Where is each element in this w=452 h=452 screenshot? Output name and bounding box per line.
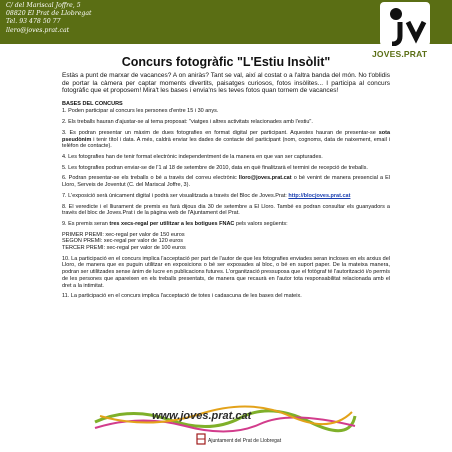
intro-paragraph: Estàs a punt de marxar de vacances? A on aniràs? Tant se val, així al costat o a l'altra banda del món. No t'oblidis de portar la càmera per captar moments divertits, paisatges curiosos, fotos insòlites... I participa al concurs fotogràfic que et proposem! Mira't les bases i envia'ns les teves fotos quan tornem de vacances! [62,72,390,95]
logo-text: JOVES.PRAT [372,49,428,59]
rule-4: 4. Les fotografies han de tenir format electrònic independentment de la manera en que van ser capturades. [62,154,323,160]
footer-website[interactable]: www.joves.prat.cat [152,410,252,422]
rule-6 [62,175,390,188]
prize-item: TERCER PREMI: xec-regal per valor de 100 euros [62,245,186,252]
rule-9 [62,221,390,228]
address-line: C/ del Mariscal Joffre, 5 [6,2,81,9]
bloc-joves-link[interactable]: http://blocjoves.prat.cat [288,192,351,199]
rule-8: 8. El veredicte i el lliurament de premis es farà dijous dia 30 de setembre a El Lloro. També es podran consultar els guanyadors a través del bloc de Joves.Prat i de la pàgina web de l'Ajuntament del Prat. [62,203,390,217]
page-title: Concurs fotogràfic "L'Estiu Insòlit" [121,55,331,69]
prize-item: PRIMER PREMI: xec-regal per valor de 150 euros [62,231,185,238]
rule-3-text: 3. Es podran presentar un màxim de dues fotografies en format digital per participant. Aquestes hauran de presentar-se [62,129,376,136]
rule-7-text: 7. L'exposició serà únicament digital i podrà ser visualitzada a través del Bloc de Joves.Prat: [62,192,287,199]
address-line: llero@joves.prat.cat [6,26,70,34]
rule-9-bold: tres xecs-regal per utilitzar a les botigues FNAC [109,220,235,227]
rule-5: 5. Les fotografies podran enviar-se de l'1 al 18 de setembre de 2010, data en què finalitzarà el termini de recepció de treballs. [62,164,368,171]
prize-item: SEGON PREMI: xec-regal per valor de 120 euros [62,238,184,245]
rule-1: 1. Poden participar al concurs les persones d'entre 15 i 30 anys. [62,108,219,115]
rule-6-text: 6. Podran presentar-se els treballs o bé a través del correu electrònic [62,175,237,182]
bases-heading: BASES DEL CONCURS [62,100,123,107]
rule-3 [62,130,390,150]
address-line: 08820 El Prat de Llobregat [6,10,92,18]
rule-3-bold: sota pseudònim [62,129,390,143]
address-block [6,2,92,35]
rule-2: 2. Els treballs hauran d'ajustar-se al tema proposat: "viatges i altres activitats relacionades amb l'estiu". [62,119,313,126]
contest-email-link[interactable]: lloro@joves.prat.cat [238,175,292,182]
document-body [62,72,390,304]
rule-6-tail: o bé venint de manera presencial a El Lloro, Serveis de Joventut (C. del Mariscal Joffre, 3). [62,175,391,189]
ajuntament-text: Ajuntament del Prat de Llobregat [208,438,282,444]
rule-11: 11. La participació en el concurs implica l'acceptació de totes i cadascuna de les bases del mateix. [62,293,302,300]
rule-10: 10. La participació en el concurs implica l'acceptació per part de l'autor de que les fotografies enviades seran incloses en els arxius del Lloro, de manera que es puguin utilitzar en exposicions o bé ser exposades al bloc, o bé en suport paper. De la mateixa manera, podran ser utilitzades sense ànim de lucre en publicacions futures. L'organització pressuposa que el fotògraf té l'autorització i/o permís de les persones que apareixen en els treballs presentats, de manera que recaurà en l'autor tota responsabilitat relacionada amb el dret a la intimitat. [62,255,391,289]
prize-list [62,232,390,252]
rule-9-tail: pels valors següents: [235,220,288,227]
logo-icon [380,2,430,46]
address-line: Tel. 93 478 50 77 [6,18,61,26]
rule-7 [62,193,390,200]
rule-9-text: 9. Es premis seran [62,220,108,227]
rule-3-tail: i tenir títol i data. A més, caldrà enviar les dades de contacte del participant (nom, cognoms, data de naixement, email i telèfon de contacte). [62,136,391,150]
